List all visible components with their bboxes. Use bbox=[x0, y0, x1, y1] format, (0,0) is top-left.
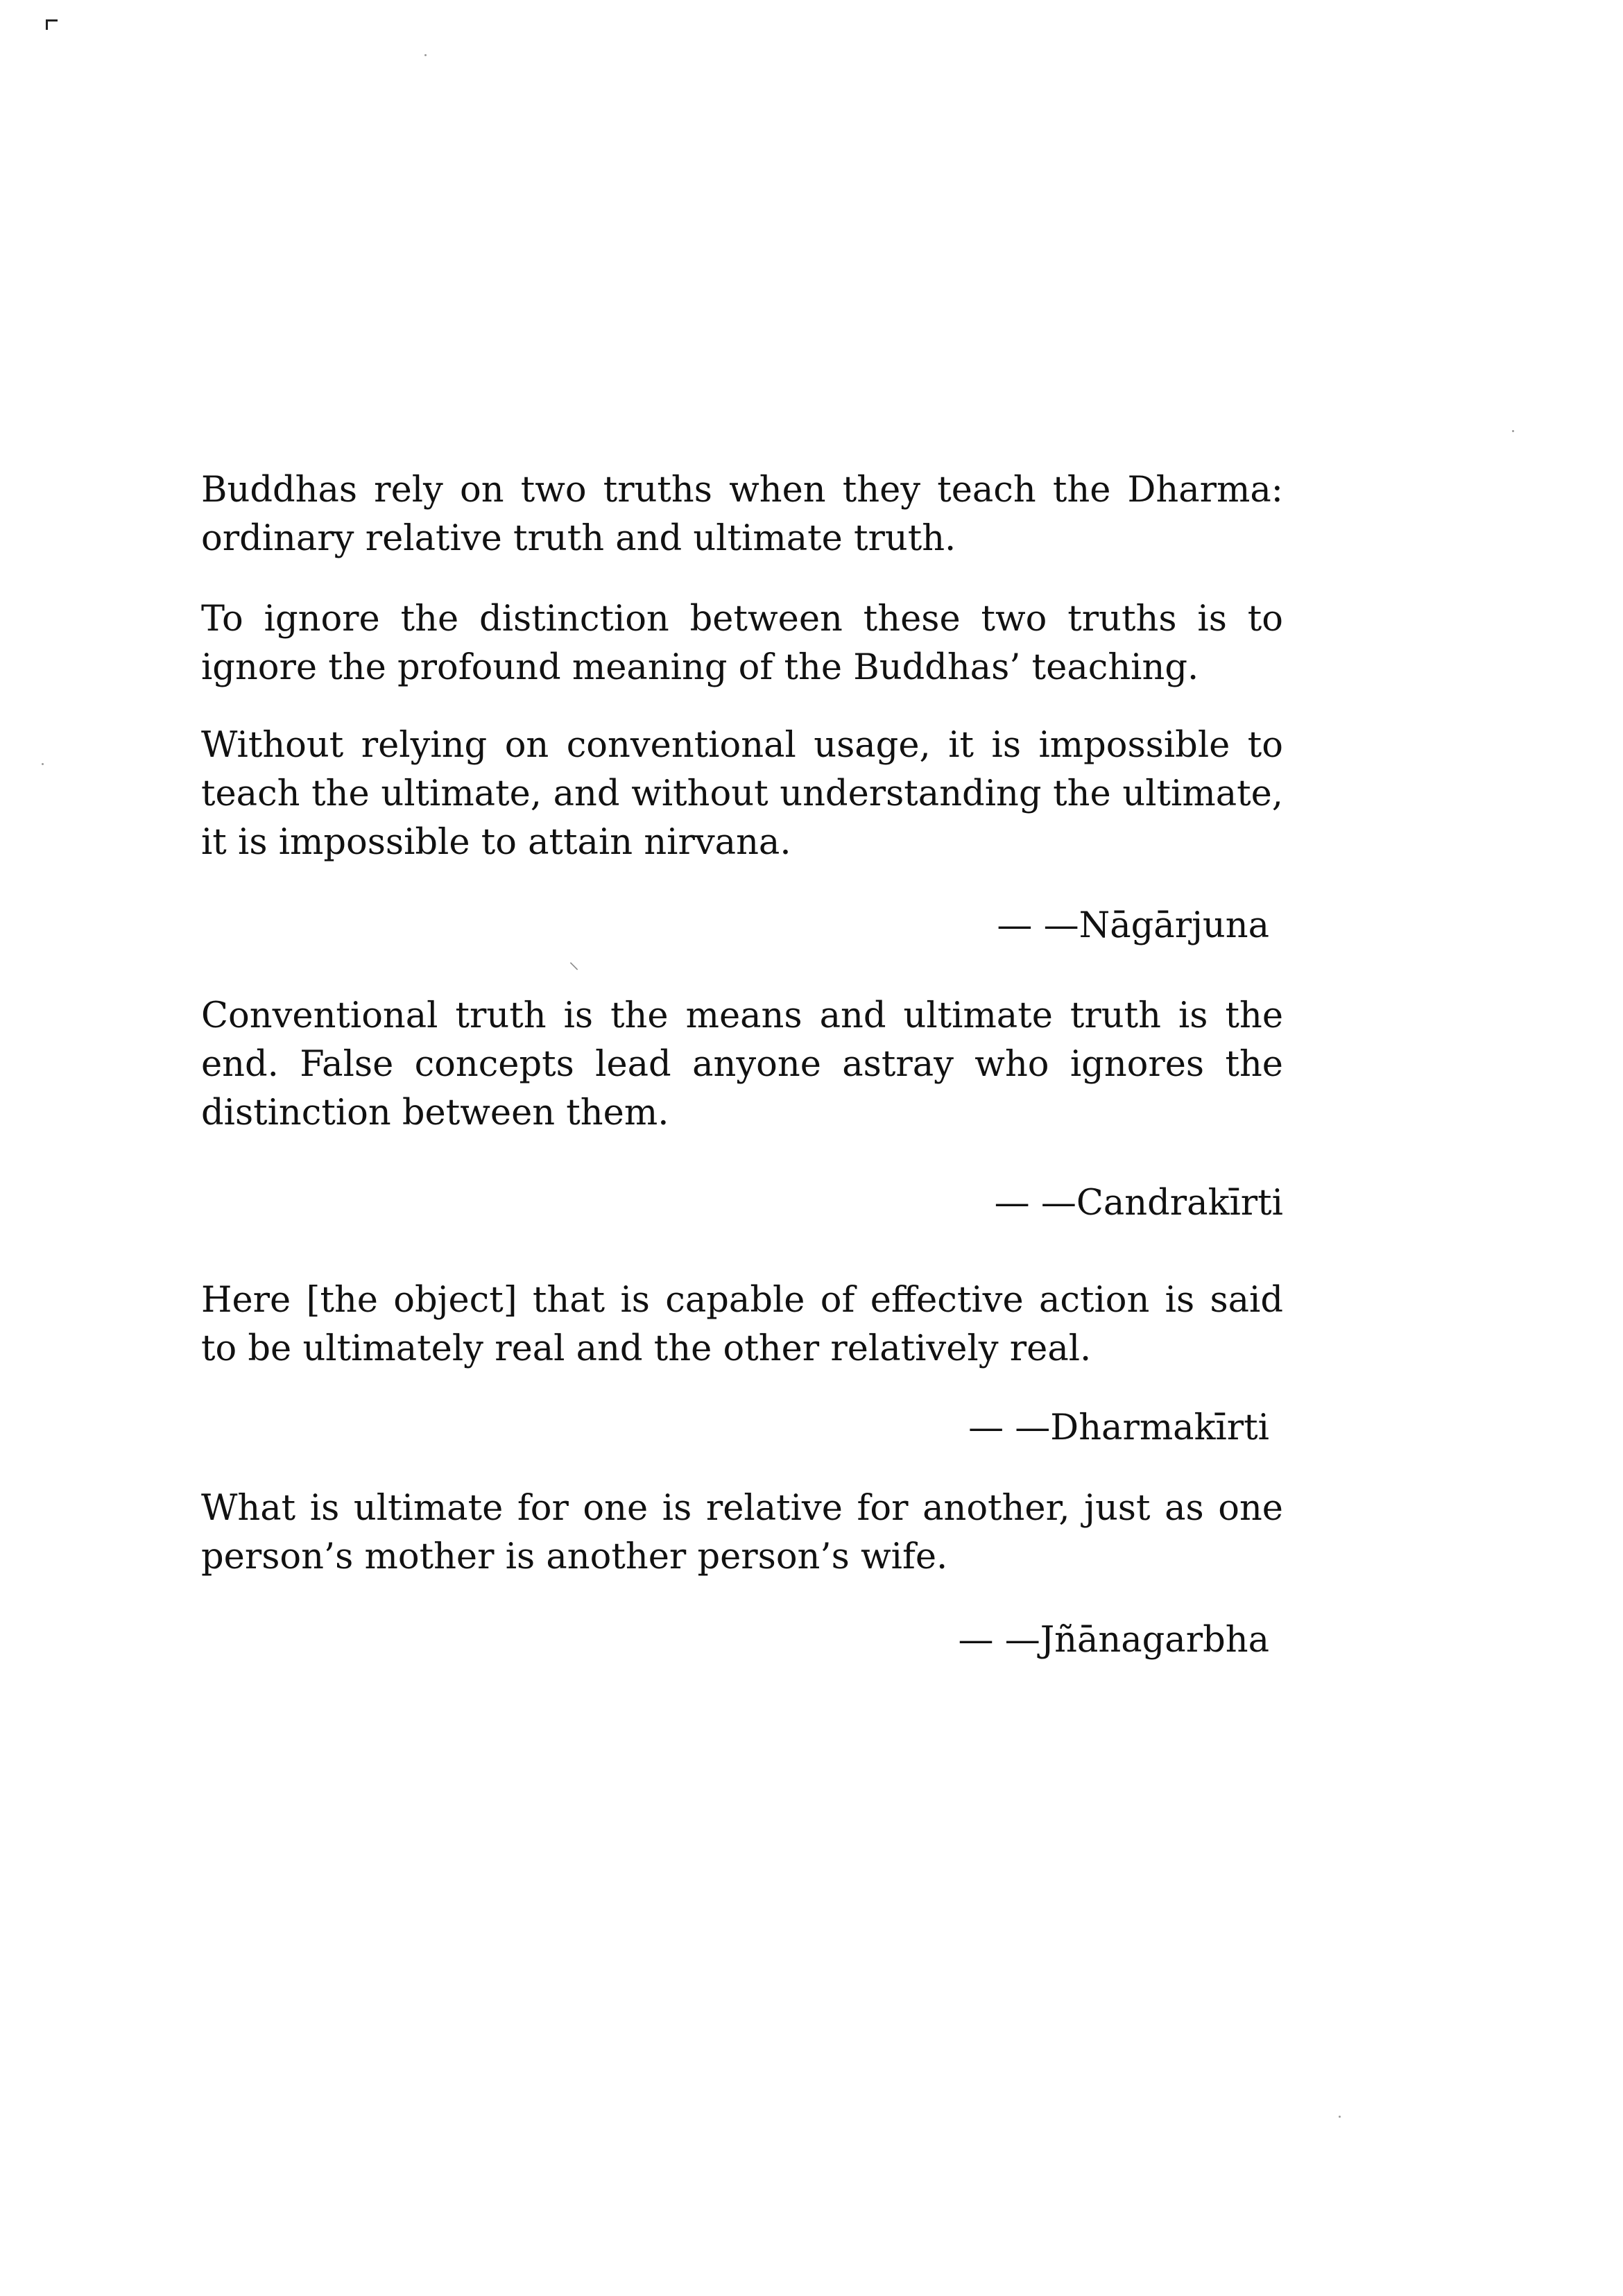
scan-speck bbox=[424, 54, 427, 56]
quote-paragraph: Buddhas rely on two truths when they teach the Dharma: ordinary relative truth and ultimate truth. bbox=[201, 470, 1283, 559]
quote-paragraph: Conventional truth is the means and ultimate truth is the end. False concepts lead anyone astray who ignores the distinction between them. bbox=[201, 995, 1283, 1133]
scan-artifact: ⸜ bbox=[569, 950, 579, 974]
quote-paragraph: To ignore the distinction between these two truths is to ignore the profound meaning of the Buddhas’ teaching. bbox=[201, 599, 1283, 688]
quote-attribution: — —Jñānagarbha bbox=[958, 1620, 1269, 1661]
quote-attribution: — —Dharmakīrti bbox=[968, 1407, 1269, 1448]
scan-speck bbox=[42, 763, 44, 765]
scan-speck bbox=[1339, 2116, 1341, 2118]
scan-speck bbox=[1512, 430, 1514, 432]
quote-paragraph: Here [the object] that is capable of effective action is said to be ultimately real and the other relatively real. bbox=[201, 1280, 1283, 1369]
quote-paragraph: What is ultimate for one is relative for another, just as one person’s mother is another person’s wife. bbox=[201, 1488, 1283, 1577]
quote-attribution: — —Candrakīrti bbox=[994, 1183, 1283, 1224]
crop-mark bbox=[46, 19, 58, 30]
quote-paragraph: Without relying on conventional usage, it is impossible to teach the ultimate, and without understanding the ultimate, it is impossible to attain nirvana. bbox=[201, 725, 1283, 863]
quote-attribution: — —Nāgārjuna bbox=[997, 905, 1269, 946]
